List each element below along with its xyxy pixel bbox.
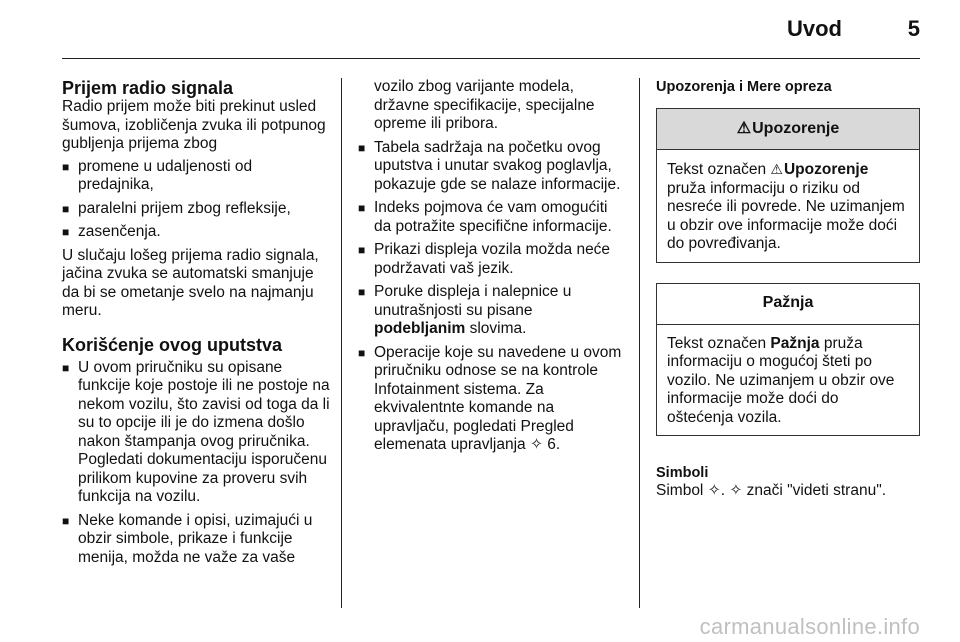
- bullet-icon: ■: [62, 225, 70, 239]
- caution-box: [656, 283, 920, 437]
- column-3: [656, 78, 920, 501]
- column-1: [62, 78, 330, 572]
- bullet-icon: ■: [358, 140, 366, 155]
- list-item: ■ Poruke displeja i nalepnice u unutrašnjosti su pisane podebljanim slovima.: [358, 283, 572, 337]
- list-item: ■ U ovom priručniku su opisane funkcije koje postoje ili ne postoje na nekom vozilu, što zavisi od toga da li su to opcije ili je do izmena došlo nakon štampanja ovog priručnika. Pogledati dokumentaciju isporučenu prilikom kupovine za proveru svih funkcija na vozilu.: [62, 358, 330, 505]
- list-item: ■ Indeks pojmova će vam omogućiti da potražite specifične informacije.: [358, 199, 612, 235]
- bullet-list: [62, 158, 330, 242]
- bold-term: podebljanim: [374, 320, 466, 337]
- warning-box-header: ⚠ Upozorenje: [657, 109, 919, 150]
- caution-box-body: Tekst označen Pažnja pruža informaciju o mogućoj šteti po vozilo. Ne uzimanjem u obzir ove informacije može doći do oštećenja vozila.: [667, 334, 895, 426]
- page-header: [0, 0, 960, 60]
- bullet-icon: ■: [62, 159, 70, 174]
- column-divider: [639, 78, 640, 608]
- bullet-icon: ■: [358, 285, 366, 299]
- bullet-list: [358, 139, 624, 455]
- list-item: ■ promene u udaljenosti od predajnika,: [62, 157, 253, 193]
- warning-box: [656, 108, 920, 263]
- bullet-icon: ■: [62, 513, 70, 528]
- header-rule: [62, 58, 920, 59]
- column-2: [358, 78, 624, 460]
- warning-box-body: Tekst označen ⚠Upozorenje pruža informaciju o riziku od nesreće ili povrede. Ne uzimanjem u obzir ove informacije može doći do povređivanja.: [667, 161, 905, 252]
- column-divider: [341, 78, 342, 608]
- page-reference-icon: ✧: [729, 482, 743, 499]
- list-item: ■ Tabela sadržaja na početku ovog uputstva i unutar svakog poglavlja, pokazuje gde se nalaze informacije.: [358, 138, 621, 193]
- page-reference-icon: ✧: [707, 482, 721, 499]
- list-item: ■ zasenčenja.: [62, 223, 161, 240]
- bullet-icon: ■: [62, 201, 70, 216]
- bullet-icon: ■: [358, 201, 366, 215]
- paragraph: Radio prijem može biti prekinut usled šumova, izobličenja zvuka ili potpunog gubljenja prijema zbog: [62, 98, 326, 152]
- symbols-section: [656, 464, 920, 501]
- header-title: Uvod: [787, 16, 842, 41]
- watermark: carmanualsonline.info: [699, 614, 920, 639]
- section-title-warnings: Upozorenja i Mere opreza: [656, 79, 832, 95]
- page-reference-icon: ✧: [529, 436, 543, 453]
- bullet-icon: ■: [358, 243, 366, 257]
- page-reference: 6.: [547, 436, 561, 453]
- list-item: ■ Prikazi displeja vozila možda neće podržavati vaš jezik.: [358, 241, 611, 277]
- continued-text: vozilo zbog varijante modela, državne specifikacije, specijalne opreme ili pribora.: [374, 78, 595, 132]
- caution-box-header: Pažnja: [657, 284, 919, 325]
- section-title-radio-reception: Prijem radio signala: [62, 78, 234, 98]
- list-item: ■ Operacije koje su navedene u ovom priručniku odnose se na kontrole Infotainment sistema. Za ekvivalentnte komande na upravljaču, pogledati Pregled elemenata upravljanja ✧ 6.: [358, 343, 622, 453]
- warning-triangle-icon: ⚠: [770, 161, 783, 177]
- section-title-symbols: Simboli: [656, 465, 709, 481]
- warning-triangle-icon: ⚠: [736, 119, 752, 137]
- list-item: ■ paralelni prijem zbog refleksije,: [62, 199, 291, 217]
- page-number: 5: [907, 16, 920, 41]
- section-title-using-manual: Korišćenje ovog uputstva: [62, 334, 283, 355]
- bullet-icon: ■: [62, 360, 70, 375]
- bullet-list: [62, 359, 330, 568]
- list-item: ■ Neke komande i opisi, uzimajući u obzir simbole, prikaze i funkcije menija, možda ne važe za vaše: [62, 511, 313, 566]
- paragraph: U slučaju lošeg prijema radio signala, jačina zvuka se automatski smanjuje da bi se ometanje svelo na najmanju meru.: [62, 246, 319, 319]
- bullet-icon: ■: [358, 345, 366, 360]
- paragraph: Simbol ✧. ✧ znači "videti stranu".: [656, 482, 887, 499]
